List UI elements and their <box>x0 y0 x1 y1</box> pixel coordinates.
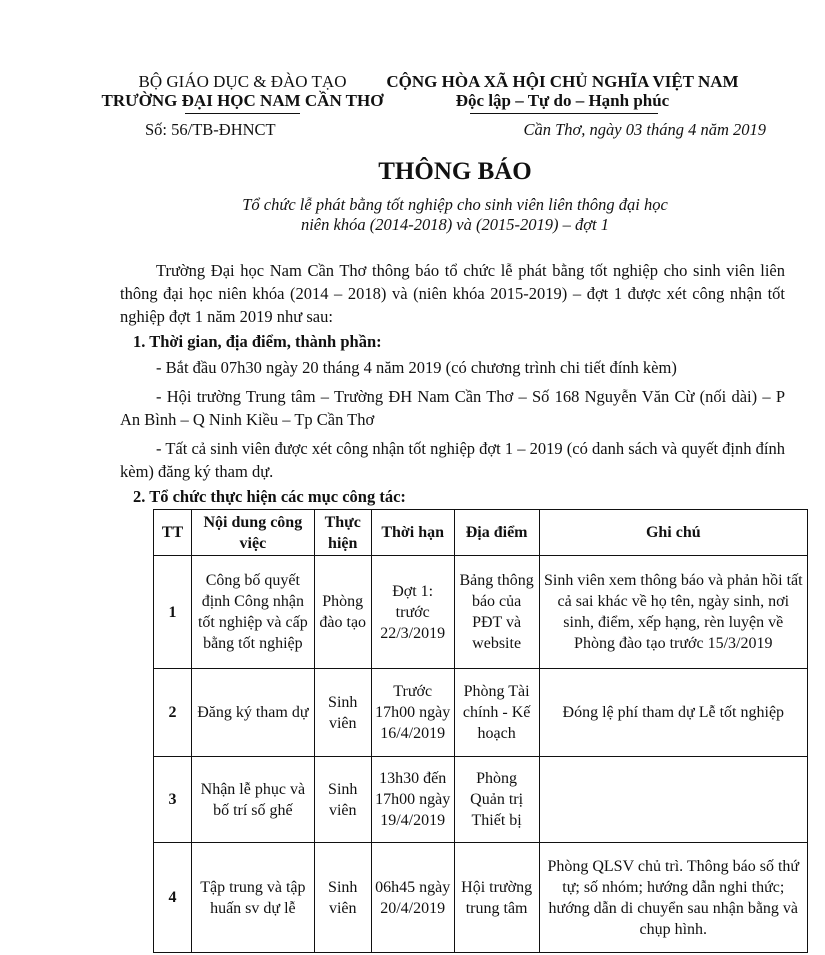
cell-executor: Sinh viên <box>314 843 371 953</box>
document-title: THÔNG BÁO <box>378 158 532 185</box>
table-header-row <box>154 510 808 556</box>
subtitle-line-1: Tổ chức lễ phát bằng tốt nghiệp cho sinh viên liên thông đại học <box>242 195 668 214</box>
cell-executor: Sinh viên <box>314 757 371 843</box>
cell-deadline: Đợt 1: trước 22/3/2019 <box>371 556 454 669</box>
cell-deadline: Trước 17h00 ngày 16/4/2019 <box>371 669 454 757</box>
ministry-name: BỘ GIÁO DỤC & ĐÀO TẠO <box>138 72 347 91</box>
table-row <box>154 556 808 669</box>
header-content: Nội dung công việc <box>191 510 314 556</box>
header-location: Địa điểm <box>454 510 539 556</box>
left-header-underline <box>185 113 300 114</box>
cell-note <box>539 757 807 843</box>
section-2-heading: 2. Tổ chức thực hiện các mục công tác: <box>133 487 406 506</box>
cell-executor: Phòng đào tạo <box>314 556 371 669</box>
header-executor: Thực hiện <box>314 510 371 556</box>
section-1-item-3: - Tất cả sinh viên được xét công nhận tốt nghiệp đợt 1 – 2019 (có danh sách và quyết định đính kèm) đăng ký tham dự. <box>120 439 785 481</box>
section-1-item-2: - Hội trường Trung tâm – Trường ĐH Nam Cần Thơ – Số 168 Nguyễn Văn Cừ (nối dài) – P An Bình – Q Ninh Kiều – Tp Cần Thơ <box>120 387 785 429</box>
right-header-underline <box>470 113 658 114</box>
national-motto: Độc lập – Tự do – Hạnh phúc <box>455 91 670 110</box>
cell-deadline: 13h30 đến 17h00 ngày 19/4/2019 <box>371 757 454 843</box>
place-date: Cần Thơ, ngày 03 tháng 4 năm 2019 <box>523 120 766 139</box>
cell-deadline: 06h45 ngày 20/4/2019 <box>371 843 454 953</box>
header-deadline: Thời hạn <box>371 510 454 556</box>
cell-location: Phòng Quản trị Thiết bị <box>454 757 539 843</box>
cell-content: Nhận lễ phục và bố trí số ghế <box>191 757 314 843</box>
cell-tt: 3 <box>154 757 192 843</box>
cell-note: Sinh viên xem thông báo và phản hồi tất cả sai khác về họ tên, ngày sinh, nơi sinh, điểm, xếp hạng, rèn luyện về Phòng đào tạo trước 15/3/2019 <box>539 556 807 669</box>
header-tt: TT <box>154 510 192 556</box>
republic-name: CỘNG HÒA XÃ HỘI CHỦ NGHĨA VIỆT NAM <box>386 72 739 91</box>
university-name: TRƯỜNG ĐẠI HỌC NAM CẦN THƠ <box>101 91 384 110</box>
cell-executor: Sinh viên <box>314 669 371 757</box>
document-number: Số: 56/TB-ĐHNCT <box>145 120 276 139</box>
cell-tt: 2 <box>154 669 192 757</box>
cell-content: Tập trung và tập huấn sv dự lễ <box>191 843 314 953</box>
subtitle-line-2: niên khóa (2014-2018) và (2015-2019) – đợt 1 <box>300 215 610 234</box>
intro-paragraph: Trường Đại học Nam Cần Thơ thông báo tổ chức lễ phát bằng tốt nghiệp cho sinh viên liên thông đại học niên khóa (2014 – 2018) và (niên khóa 2015-2019) – đợt 1 được xét công nhận tốt nghiệp đợt 1 năm 2019 như sau: <box>120 261 785 326</box>
cell-location: Phòng Tài chính - Kế hoạch <box>454 669 539 757</box>
cell-note: Phòng QLSV chủ trì. Thông báo số thứ tự; số nhóm; hướng dẫn nghi thức; hướng dẫn di chuyển sau nhận bằng và chụp hình. <box>539 843 807 953</box>
cell-location: Bảng thông báo của PĐT và website <box>454 556 539 669</box>
table-row <box>154 757 808 843</box>
cell-content: Đăng ký tham dự <box>191 669 314 757</box>
section-1-heading: 1. Thời gian, địa điểm, thành phần: <box>133 332 382 351</box>
cell-location: Hội trường trung tâm <box>454 843 539 953</box>
task-table <box>153 509 808 953</box>
cell-tt: 1 <box>154 556 192 669</box>
header-note: Ghi chú <box>539 510 807 556</box>
section-1-item-1: - Bắt đầu 07h30 ngày 20 tháng 4 năm 2019 (có chương trình chi tiết đính kèm) <box>156 358 677 377</box>
cell-tt: 4 <box>154 843 192 953</box>
cell-content: Công bố quyết định Công nhận tốt nghiệp và cấp bằng tốt nghiệp <box>191 556 314 669</box>
table-row <box>154 669 808 757</box>
table-row <box>154 843 808 953</box>
cell-note: Đóng lệ phí tham dự Lễ tốt nghiệp <box>539 669 807 757</box>
